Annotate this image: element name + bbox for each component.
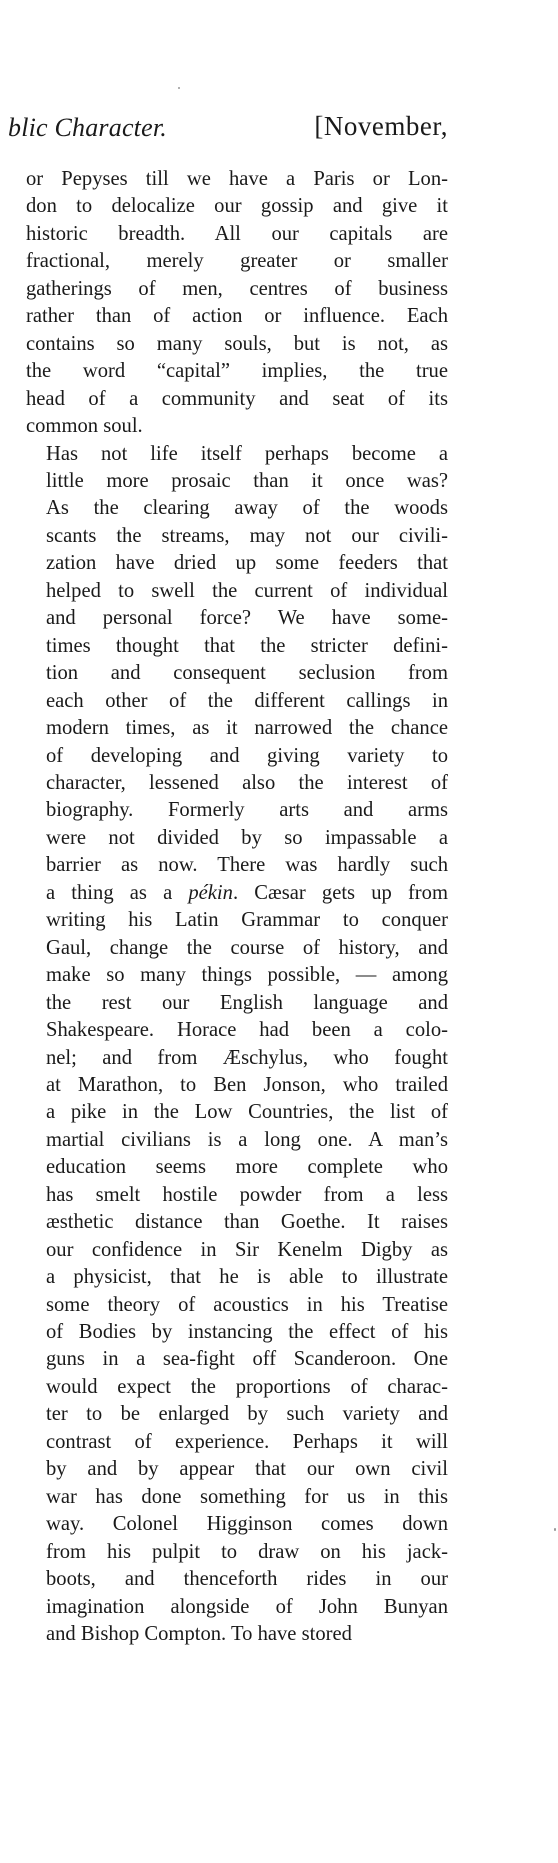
- running-head-month: [November,: [314, 111, 448, 141]
- text-line: common soul.: [26, 415, 143, 438]
- text-line: and Bishop Compton. To have stored: [46, 1623, 352, 1646]
- text-line: education seems more complete who: [46, 1156, 448, 1179]
- running-head-title: blic Character.: [8, 113, 167, 142]
- text-line: has smelt hostile powder from a less: [46, 1183, 448, 1206]
- text-line: gatherings of men, centres of business: [26, 277, 448, 300]
- text-line: the word “capital” implies, the true: [26, 360, 448, 383]
- text-line: nel; and from Æschylus, who fought: [46, 1046, 448, 1069]
- text-line: character, lessened also the interest of: [46, 771, 448, 794]
- text-line: a thing as a pékin. Cæsar gets up from: [46, 881, 448, 904]
- text-line: ter to be enlarged by such variety and: [46, 1403, 448, 1426]
- text-line: zation have dried up some feeders that: [46, 552, 448, 575]
- paragraph: [26, 166, 448, 441]
- text-line: by and by appear that our own civil: [46, 1458, 448, 1481]
- text-line: at Marathon, to Ben Jonson, who trailed: [46, 1073, 448, 1096]
- running-head: [8, 113, 448, 153]
- text-line: modern times, as it narrowed the chance: [46, 717, 448, 740]
- text-line: Shakespeare. Horace had been a colo-: [46, 1019, 448, 1042]
- text-line: imagination alongside of John Bunyan: [46, 1595, 448, 1618]
- text-line: scants the streams, may not our civili-: [46, 524, 448, 547]
- text-line: would expect the proportions of charac-: [46, 1375, 448, 1398]
- text-line: barrier as now. There was hardly such: [46, 854, 448, 877]
- scan-speck: [554, 1528, 556, 1531]
- text-line: Gaul, change the course of history, and: [46, 936, 448, 959]
- text-line: contrast of experience. Perhaps it will: [46, 1430, 448, 1453]
- text-line: historic breadth. All our capitals are: [26, 222, 448, 245]
- text-line: writing his Latin Grammar to conquer: [46, 909, 448, 932]
- text-line: æsthetic distance than Goethe. It raises: [46, 1211, 448, 1234]
- text-line: guns in a sea-fight off Scanderoon. One: [46, 1348, 448, 1371]
- scan-speck: [178, 87, 180, 89]
- text-line: times thought that the stricter defini-: [46, 634, 448, 657]
- text-line: tion and consequent seclusion from: [46, 662, 448, 685]
- text-line: don to delocalize our gossip and give it: [26, 195, 448, 218]
- text-line: a physicist, that he is able to illustrate: [46, 1266, 448, 1289]
- text-line: the rest our English language and: [46, 991, 448, 1014]
- text-line: way. Colonel Higginson comes down: [46, 1513, 448, 1536]
- body-text-column: [26, 166, 448, 1648]
- text-line: fractional, merely greater or smaller: [26, 250, 448, 273]
- text-line: of developing and giving variety to: [46, 744, 448, 767]
- text-line: and personal force? We have some-: [46, 607, 448, 630]
- text-line: or Pepyses till we have a Paris or Lon-: [26, 168, 448, 190]
- text-line: boots, and thenceforth rides in our: [46, 1568, 448, 1591]
- paragraph: [26, 441, 448, 1649]
- text-line: from his pulpit to draw on his jack-: [46, 1540, 448, 1563]
- text-line: Has not life itself perhaps become a: [46, 442, 448, 465]
- text-line: were not divided by so impassable a: [46, 826, 448, 849]
- text-line: As the clearing away of the woods: [46, 497, 448, 520]
- text-line: of Bodies by instancing the effect of his: [46, 1321, 448, 1344]
- text-line: rather than of action or influence. Each: [26, 305, 448, 328]
- text-line: martial civilians is a long one. A man’s: [46, 1128, 448, 1151]
- text-line: our confidence in Sir Kenelm Digby as: [46, 1238, 448, 1261]
- text-line: war has done something for us in this: [46, 1485, 448, 1508]
- text-line: each other of the different callings in: [46, 689, 448, 712]
- text-line: little more prosaic than it once was?: [46, 469, 448, 492]
- text-line: make so many things possible, — among: [46, 964, 448, 987]
- text-line: biography. Formerly arts and arms: [46, 799, 448, 822]
- text-line: a pike in the Low Countries, the list of: [46, 1101, 448, 1124]
- text-line: contains so many souls, but is not, as: [26, 332, 448, 355]
- text-line: helped to swell the current of individual: [46, 579, 448, 602]
- text-line: some theory of acoustics in his Treatise: [46, 1293, 448, 1316]
- text-line: head of a community and seat of its: [26, 387, 448, 410]
